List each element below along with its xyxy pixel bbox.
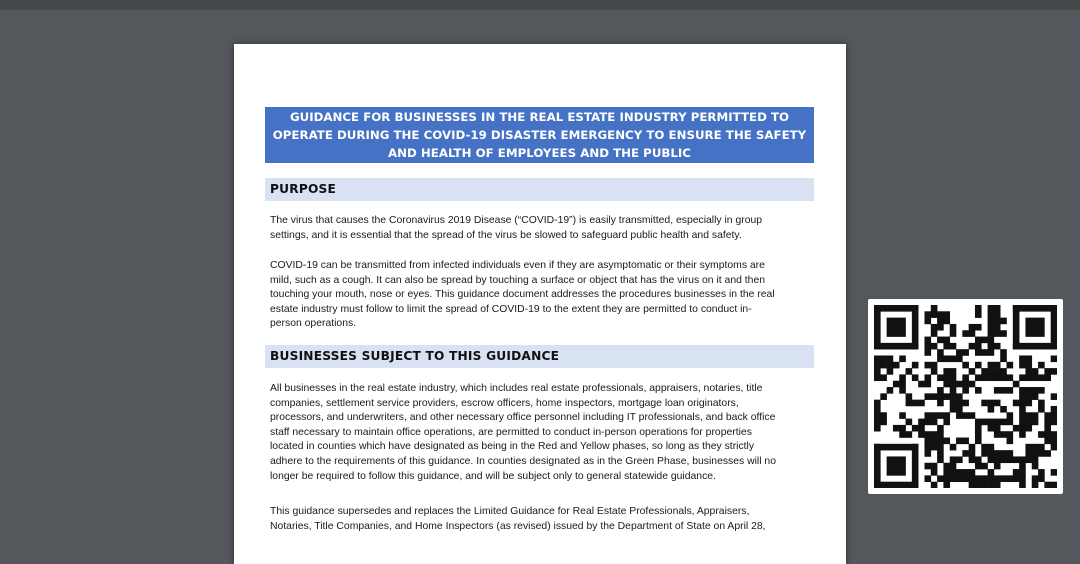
paragraph [270, 505, 815, 534]
text-line: touching your mouth, nose or eyes. This guidance document addresses the procedures businesses in the real [270, 289, 775, 301]
qr-code-icon [868, 299, 1063, 494]
text-line: Notaries, Title Companies, and Home Inspectors (as revised) issued by the Department of State on April 28, [270, 520, 766, 532]
section-heading-purpose: PURPOSE [265, 178, 814, 201]
title-line: GUIDANCE FOR BUSINESSES IN THE REAL ESTATE INDUSTRY PERMITTED TO [289, 110, 790, 124]
document-page [234, 44, 846, 564]
paragraph [270, 214, 815, 243]
text-line: longer be required to follow this guidance, and will be subject only to general statewide guidance. [270, 470, 716, 482]
document-title [265, 107, 814, 163]
text-line: mild, such as a cough. It can also be spread by touching a surface or object that has the virus on it and then [270, 274, 766, 286]
text-line: companies, settlement service providers, escrow officers, home inspectors, mortgage loan originators, [270, 397, 739, 409]
section-heading-businesses-subject: BUSINESSES SUBJECT TO THIS GUIDANCE [265, 345, 814, 368]
text-line: The virus that causes the Coronavirus 2019 Disease (“COVID-19”) is easily transmitted, especially in group [270, 215, 763, 226]
paragraph [270, 382, 815, 484]
text-line: estate industry must follow to limit the spread of COVID-19 to the extent they are permitted to conduct in- [270, 303, 752, 315]
title-line: AND HEALTH OF EMPLOYEES AND THE PUBLIC [388, 146, 691, 160]
text-line: This guidance supersedes and replaces the Limited Guidance for Real Estate Professionals, Appraisers, [270, 506, 750, 517]
text-line: processors, and underwriters, and other necessary office personnel including IT professionals, and back office [270, 412, 776, 424]
text-line: person operations. [270, 318, 357, 330]
text-line: located in counties which have designated as being in the Red and Yellow phases, so long as they strictly [270, 441, 755, 453]
text-line: settings, and it is essential that the spread of the virus be slowed to safeguard public health and safety. [270, 229, 742, 241]
paragraph [270, 259, 815, 332]
text-line: COVID-19 can be transmitted from infected individuals even if they are asymptomatic or their symptoms are [270, 260, 765, 271]
text-line: All businesses in the real estate industry, which includes real estate professionals, appraisers, notaries, title [270, 383, 763, 394]
title-line: OPERATE DURING THE COVID-19 DISASTER EMERGENCY TO ENSURE THE SAFETY [272, 128, 807, 142]
qr-code-graphic [874, 305, 1057, 488]
text-line: staff necessary to maintain office operations, are permitted to conduct in-person operations for properties [270, 426, 752, 438]
text-line: adhere to the requirements of this guidance. In counties designated as in the Green Phase, businesses will no [270, 455, 776, 467]
viewer-top-bar [0, 0, 1080, 10]
